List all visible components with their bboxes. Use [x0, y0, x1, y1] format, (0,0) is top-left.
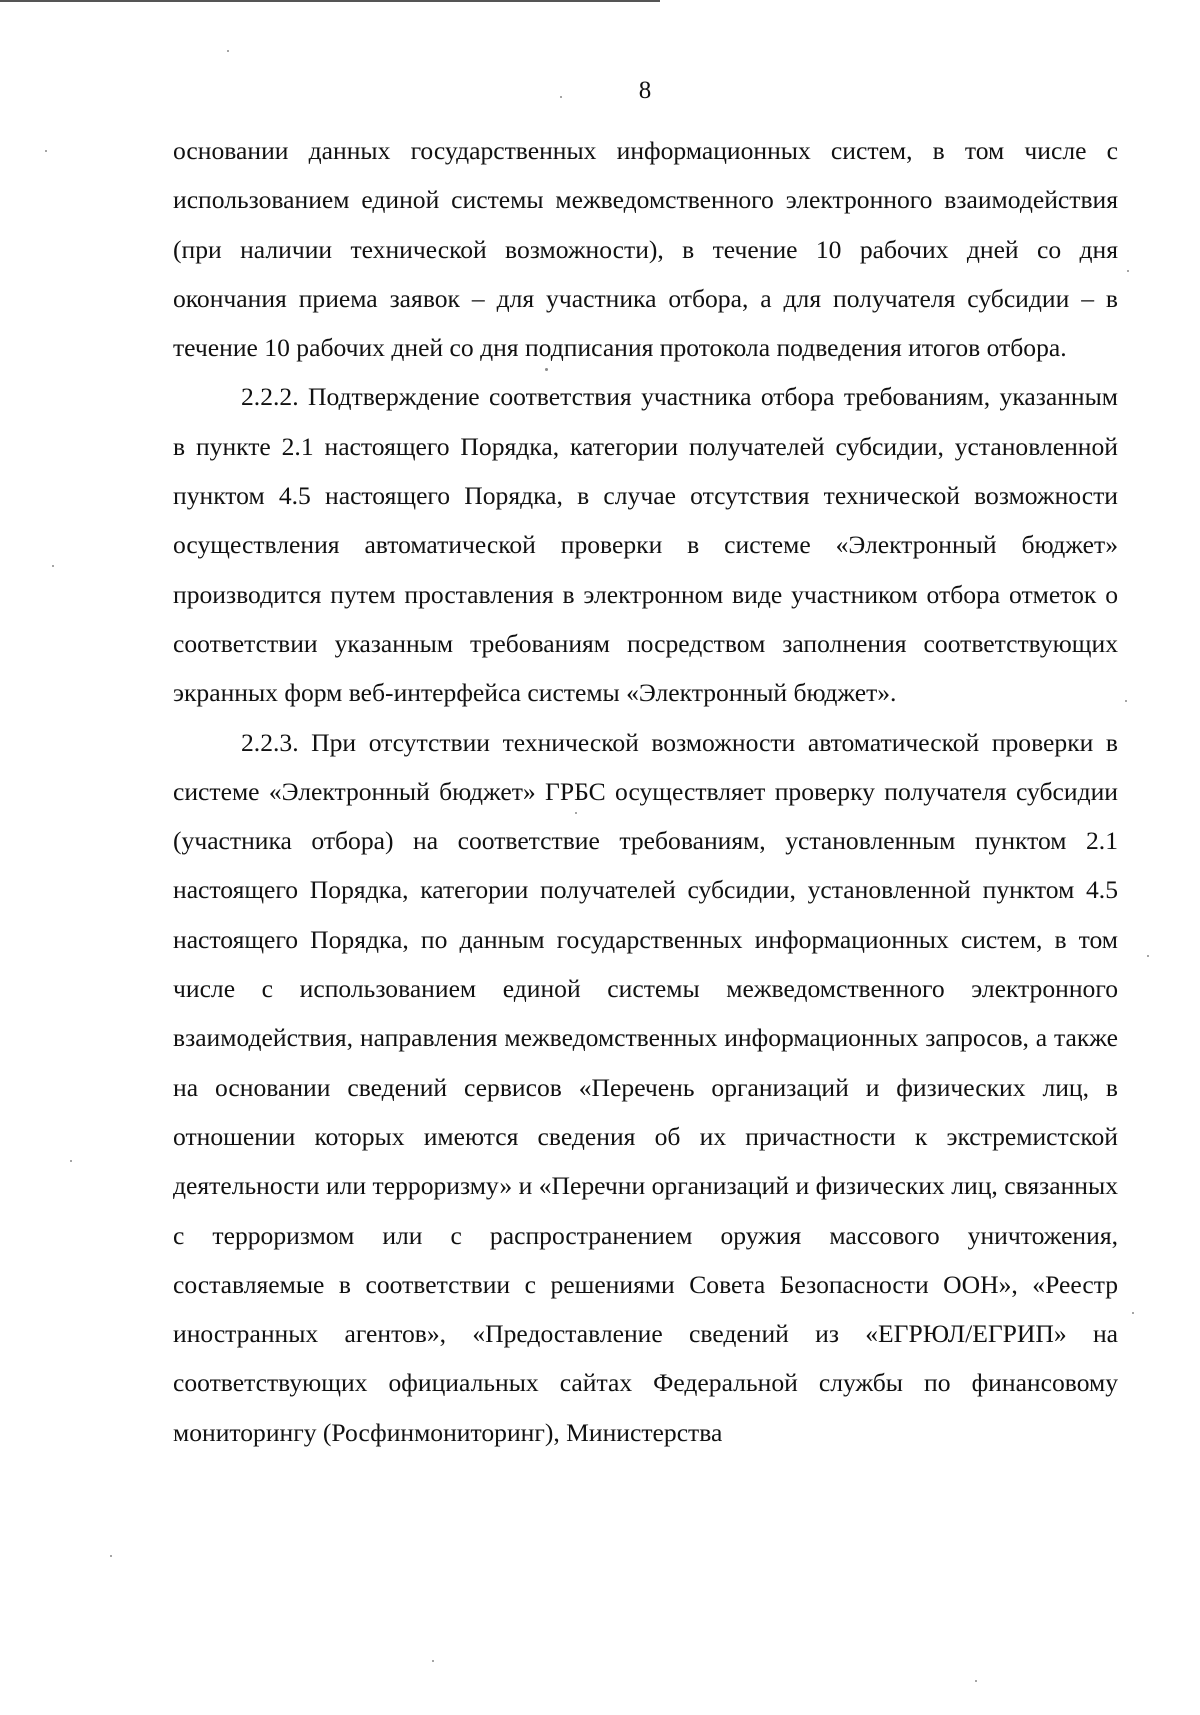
scan-speck — [70, 1160, 72, 1162]
scan-speck — [45, 150, 47, 152]
paragraph-2-2-3: 2.2.3. При отсутствии технической возможности автоматической проверки в системе «Электронный бюджет» ГРБС осуществляет проверку получателя субсидии (участника отбора) на соответствие требованиям, установленным пунктом 2.1 настоящего Порядка, категории получателей субсидии, установленной пунктом 4.5 настоящего Порядка, по данным государственных информационных систем, в том числе с использованием единой системы межведомственного электронного взаимодействия, направления межведомственных информационных запросов, а также на основании сведений сервисов «Перечень организаций и физических лиц, в отношении которых имеются сведения об их причастности к экстремистской деятельности или терроризму» и «Перечни организаций и физических лиц, связанных с терроризмом или с распространением оружия массового уничтожения, составляемые в соответствии с решениями Совета Безопасности ООН», «Реестр иностранных агентов», «Предоставление сведений из «ЕГРЮЛ/ЕГРИП» на соответствующих официальных сайтах Федеральной службы по финансовому мониторингу (Росфинмониторинг), Министерства — [173, 727, 1118, 1447]
scan-speck — [975, 1680, 977, 1682]
scan-speck — [432, 1660, 434, 1662]
scan-speck — [1147, 955, 1149, 957]
scan-speck — [1125, 700, 1127, 702]
page-number: 8 — [638, 77, 652, 104]
scan-speck — [110, 1555, 112, 1557]
scan-speck — [1132, 1312, 1134, 1314]
scan-speck — [1127, 270, 1129, 272]
scan-speck — [545, 368, 548, 371]
scan-top-edge — [0, 0, 660, 2]
paragraph-2-2-2: 2.2.2. Подтверждение соответствия участника отбора требованиям, указанным в пункте 2.1 настоящего Порядка, категории получателей субсидии, установленной пунктом 4.5 настоящего Порядка, в случае отсутствия технической возможности осуществления автоматической проверки в системе «Электронный бюджет» производится путем проставления в электронном виде участником отбора отметок о соответствии указанным требованиям посредством заполнения соответствующих экранных форм веб-интерфейса системы «Электронный бюджет». — [173, 382, 1118, 708]
paragraph-continuation: основании данных государственных информационных систем, в том числе с использованием единой системы межведомственного электронного взаимодействия (при наличии технической возможности), в течение 10 рабочих дней со дня окончания приема заявок – для участника отбора, а для получателя субсидии – в течение 10 рабочих дней со дня подписания протокола подведения итогов отбора. — [173, 136, 1118, 363]
scan-speck — [560, 96, 562, 98]
scan-speck — [52, 565, 54, 567]
scan-speck — [227, 50, 229, 52]
document-body — [173, 126, 1118, 1457]
scan-speck — [575, 812, 577, 814]
